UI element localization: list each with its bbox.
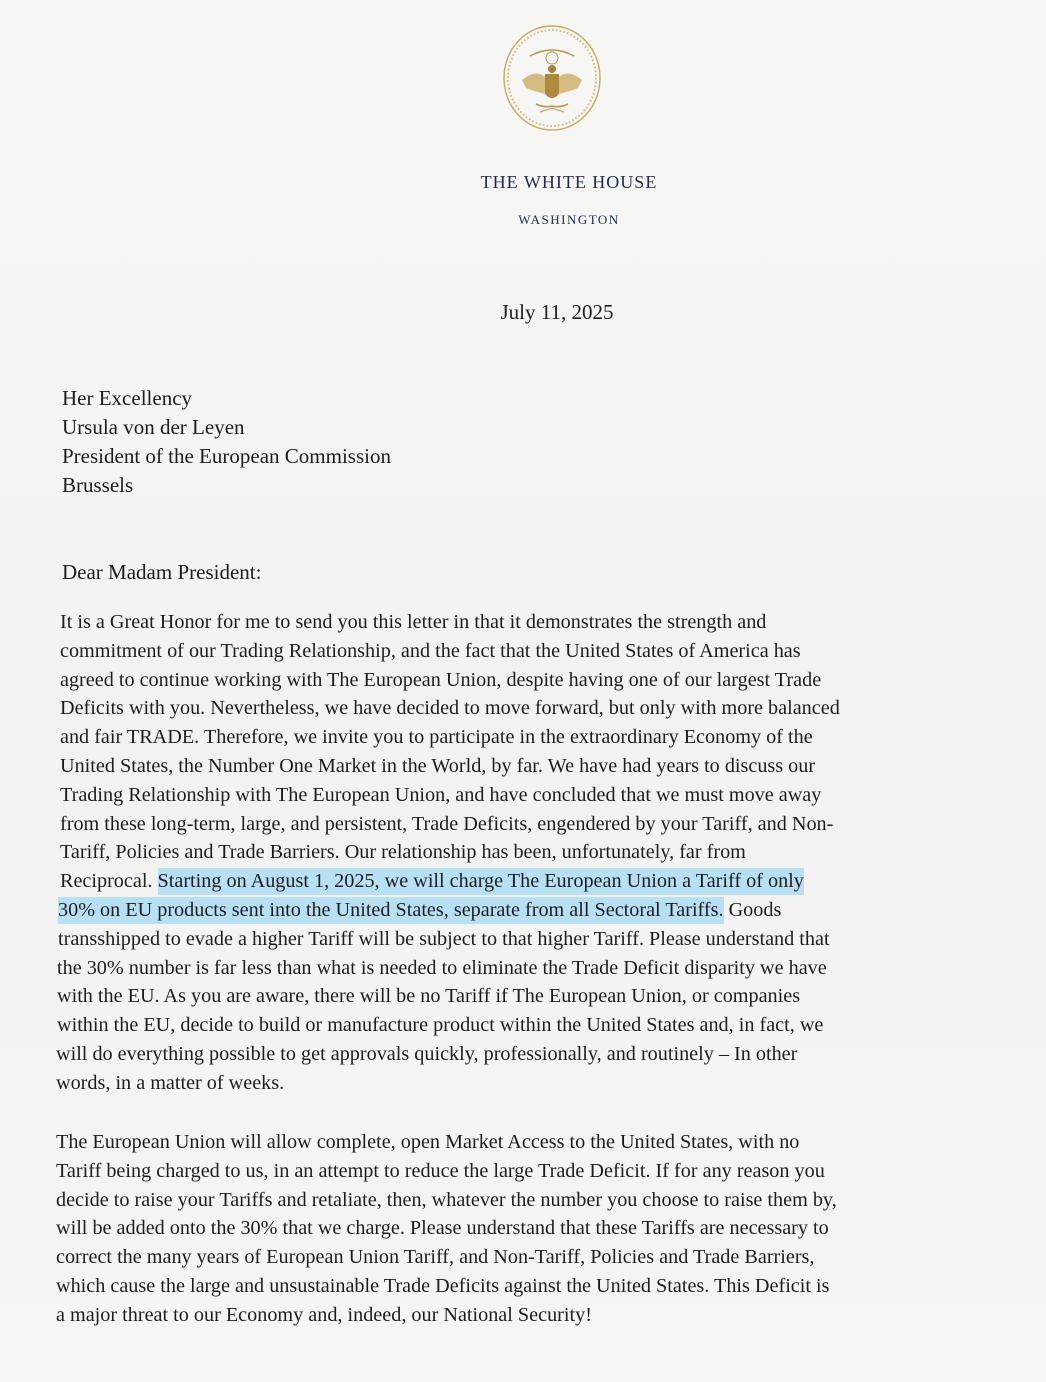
paragraph-line: correct the many years of European Union Tariff, and Non-Tariff, Policies and Trade Barriers, [56,1246,815,1269]
paragraph-line: commitment of our Trading Relationship, and the fact that the United States of America has [60,639,801,662]
addressee-line: Her Excellency [62,386,193,410]
letterhead-title: THE WHITE HOUSE [480,172,658,192]
paragraph-line: a major threat to our Economy and, indeed, our National Security! [56,1303,592,1326]
paragraph-line: which cause the large and unsustainable Trade Deficits against the United States. This Deficit is [56,1274,830,1297]
paragraph-text: Goods [723,898,782,921]
paragraph-line: agreed to continue working with The European Union, despite having one of our largest Trade [60,668,822,691]
paragraph-line: It is a Great Honor for me to send you this letter in that it demonstrates the strength and [60,611,767,633]
paragraph-line [58,896,840,925]
paragraph-line: transshipped to evade a higher Tariff will be subject to that higher Tariff. Please understand that [58,927,830,950]
paragraph-line: Tariff, Policies and Trade Barriers. Our relationship has been, unfortunately, far from [60,841,746,864]
letter-date: July 11, 2025 [500,300,614,324]
paragraph-line: within the EU, decide to build or manufacture product within the United States and, in fact, we [57,1014,824,1037]
paragraph-line: and fair TRADE. Therefore, we invite you to participate in the extraordinary Economy of the [60,726,813,749]
paragraph-line: The European Union will allow complete, open Market Access to the United States, with no [56,1131,800,1153]
addressee-line: Brussels [62,473,134,497]
letterhead-subtitle: WASHINGTON [518,212,620,227]
paragraph-text: Reciprocal. [60,870,158,893]
highlighted-text: Starting on August 1, 2025, we will charge The European Union a Tariff of only [158,868,804,895]
paragraph-line: Deficits with you. Nevertheless, we have decided to move forward, but only with more balanced [60,697,840,720]
addressee-block [62,384,391,500]
paragraph-line: United States, the Number One Market in the World, by far. We have had years to discuss our [60,754,816,777]
paragraph-line: with the EU. As you are aware, there will be no Tariff if The European Union, or companies [57,985,801,1008]
paragraph-line: the 30% number is far less than what is needed to eliminate the Trade Deficit disparity we have [57,956,827,979]
highlighted-text: 30% on EU products sent into the United States, separate from all Sectoral Tariffs. [58,897,724,924]
paragraph-line: Tariff being charged to us, in an attempt to reduce the large Trade Deficit. If for any reason you [56,1159,825,1182]
addressee-line: President of the European Commission [62,444,391,468]
paragraph-line: decide to raise your Tariffs and retaliate, then, whatever the number you choose to raise them by, [56,1188,837,1211]
paragraph-line: will be added onto the 30% that we charge. Please understand that these Tariffs are necessary to [56,1217,829,1240]
salutation: Dear Madam President: [62,560,262,584]
paragraph-line [60,867,840,896]
paragraph-1 [56,608,840,1098]
paragraph-2 [56,1128,837,1330]
paragraph-line: words, in a matter of weeks. [56,1071,285,1094]
paragraph-line: Trading Relationship with The European Union, and have concluded that we must move away [60,783,822,806]
addressee-line: Ursula von der Leyen [62,415,245,439]
paragraph-line: will do everything possible to get approvals quickly, professionally, and routinely – In other [56,1042,798,1065]
paragraph-line: from these long-term, large, and persistent, Trade Deficits, engendered by your Tariff, and Non- [60,812,834,835]
presidential-seal-icon [500,22,604,134]
